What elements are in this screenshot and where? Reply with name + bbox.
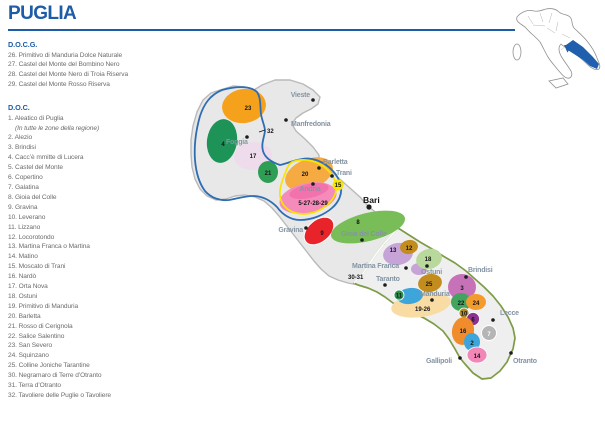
city-dot-bari [366, 204, 371, 209]
zone-label-12: 12 [405, 246, 413, 252]
doc-item: 9. Gravina [8, 203, 38, 211]
zone-label-30-31: 30-31 [348, 275, 364, 281]
sardinia-outline [513, 44, 521, 60]
docg-heading: D.O.C.G. [8, 40, 38, 49]
doc-item: 18. Ostuni [8, 292, 38, 300]
zone-label-13: 13 [389, 248, 397, 254]
city-dot-gioia-del-colle [360, 238, 364, 242]
zone-label-6: 6 [471, 317, 475, 324]
page-title: PUGLIA [8, 3, 77, 24]
sicily-outline [549, 78, 568, 88]
city-label-otranto: Otranto [513, 358, 537, 365]
doc-item: 15. Moscato di Trani [8, 263, 66, 271]
doc-item: 19. Primitivo di Manduria [8, 302, 79, 310]
docg-item: 27. Castel del Monte del Bombino Nero [8, 61, 120, 69]
city-dot-gallipoli [458, 356, 462, 360]
docg-item: 29. Castel del Monte Rosso Riserva [8, 81, 110, 89]
doc-item: 13. Martina Franca o Martina [8, 243, 90, 251]
zone-label-22: 22 [457, 301, 465, 307]
doc-item: 30. Negramaro di Terre d’Otranto [8, 372, 102, 380]
city-label-brindisi: Brindisi [468, 267, 493, 274]
city-label-barletta: Barletta [323, 159, 348, 166]
doc-item: 10. Leverano [8, 213, 46, 221]
zone-label-14: 14 [473, 354, 481, 360]
zone-label-9: 9 [320, 231, 324, 237]
zone-label-4: 4 [221, 142, 225, 148]
city-label-andria: Andria [299, 186, 321, 193]
city-label-manduria: Manduria [420, 291, 450, 298]
doc-item: 23. San Severo [8, 342, 53, 350]
zone-label-19-26: 19-26 [415, 307, 431, 313]
city-label-vieste: Vieste [290, 92, 310, 99]
doc-item: 3. Brindisi [8, 144, 36, 152]
doc-item: 12. Locorotondo [8, 233, 55, 241]
city-dot-brindisi [464, 275, 468, 279]
zone-label-32: 32 [267, 129, 274, 135]
italy-outline [517, 9, 600, 79]
zone-label-3: 3 [460, 286, 464, 292]
zone-label-11: 11 [395, 293, 403, 300]
doc-item: 6. Copertino [8, 174, 43, 182]
city-label-lecce: Lecce [500, 310, 519, 317]
doc-item: 24. Squinzano [8, 352, 49, 360]
city-label-bari: Bari [363, 195, 380, 205]
zone-label-10: 10 [460, 311, 468, 318]
city-label-gravina: Gravina [278, 227, 303, 234]
zone-label-15: 15 [334, 183, 342, 189]
city-dot-gravina [304, 226, 308, 230]
doc-item: 17. Orta Nova [8, 283, 48, 291]
italy-locator-inset [513, 9, 600, 88]
zone-label-18: 18 [424, 257, 432, 263]
zone-label-7: 7 [487, 332, 491, 338]
doc-item: 20. Barletta [8, 312, 41, 320]
zone-label-20: 20 [301, 172, 309, 178]
docg-item: 26. Primitivo di Manduria Dolce Naturale [8, 51, 123, 59]
doc-item: 8. Gioia del Colle [8, 193, 57, 201]
city-dot-ostuni [425, 264, 429, 268]
doc-item: 14. Matino [8, 253, 38, 261]
doc-item: 1. Aleatico di Puglia [8, 114, 64, 122]
zone-label-21: 21 [264, 171, 272, 177]
city-label-foggia: Foggia [226, 139, 248, 146]
city-label-trani: Trani [336, 170, 352, 177]
zone-label-24: 24 [472, 301, 480, 307]
city-dot-lecce [491, 318, 495, 322]
doc-item: 31. Terra d’Otranto [8, 382, 61, 390]
zone-label-2: 2 [470, 341, 474, 347]
city-dot-manduria [430, 298, 434, 302]
doc-item: 22. Salice Salentino [8, 332, 65, 340]
zone-label-16: 16 [459, 329, 467, 335]
doc-item: 21. Rosso di Cerignola [8, 322, 73, 330]
doc-item: 2. Alezio [8, 134, 33, 142]
city-dot-trani [330, 174, 334, 178]
doc-item: 5. Castel del Monte [8, 164, 63, 172]
city-dot-otranto [509, 351, 513, 355]
city-label-gallipoli: Gallipoli [426, 358, 452, 365]
doc-item-note: (In tutte le zone della regione) [15, 124, 100, 132]
doc-item: 32. Tavoliere delle Puglie o Tavoliere [8, 392, 111, 399]
city-label-manfredonia: Manfredonia [291, 121, 331, 128]
city-label-gioia-del-colle: Gioia del Colle [341, 231, 387, 238]
city-dot-taranto [383, 283, 387, 287]
doc-item: 7. Galatina [8, 183, 39, 191]
zone-label-23: 23 [244, 106, 252, 112]
doc-heading: D.O.C. [8, 103, 30, 113]
city-dot-barletta [317, 166, 321, 170]
city-label-taranto: Taranto [376, 276, 400, 283]
city-label-ostuni: Ostuni [421, 269, 442, 276]
city-label-martina-franca: Martina Franca [352, 263, 399, 270]
city-dot-vieste [311, 98, 315, 102]
doc-item: 16. Nardò [8, 273, 37, 281]
doc-item: 25. Colline Joniche Tarantine [8, 362, 90, 370]
zone-label-5-27-28-29: 5-27-28-29 [298, 201, 328, 207]
city-dot-martina-franca [404, 266, 408, 270]
doc-item: 11. Lizzano [8, 223, 41, 231]
docg-item: 28. Castel del Monte Nero di Troia Riserva [8, 71, 129, 79]
doc-item: 4. Cacc’è mmitte di Lucera [8, 154, 84, 162]
zone-label-25: 25 [425, 282, 433, 288]
zone-label-17: 17 [249, 154, 257, 160]
zone-label-8: 8 [356, 220, 360, 226]
city-dot-manfredonia [284, 118, 288, 122]
